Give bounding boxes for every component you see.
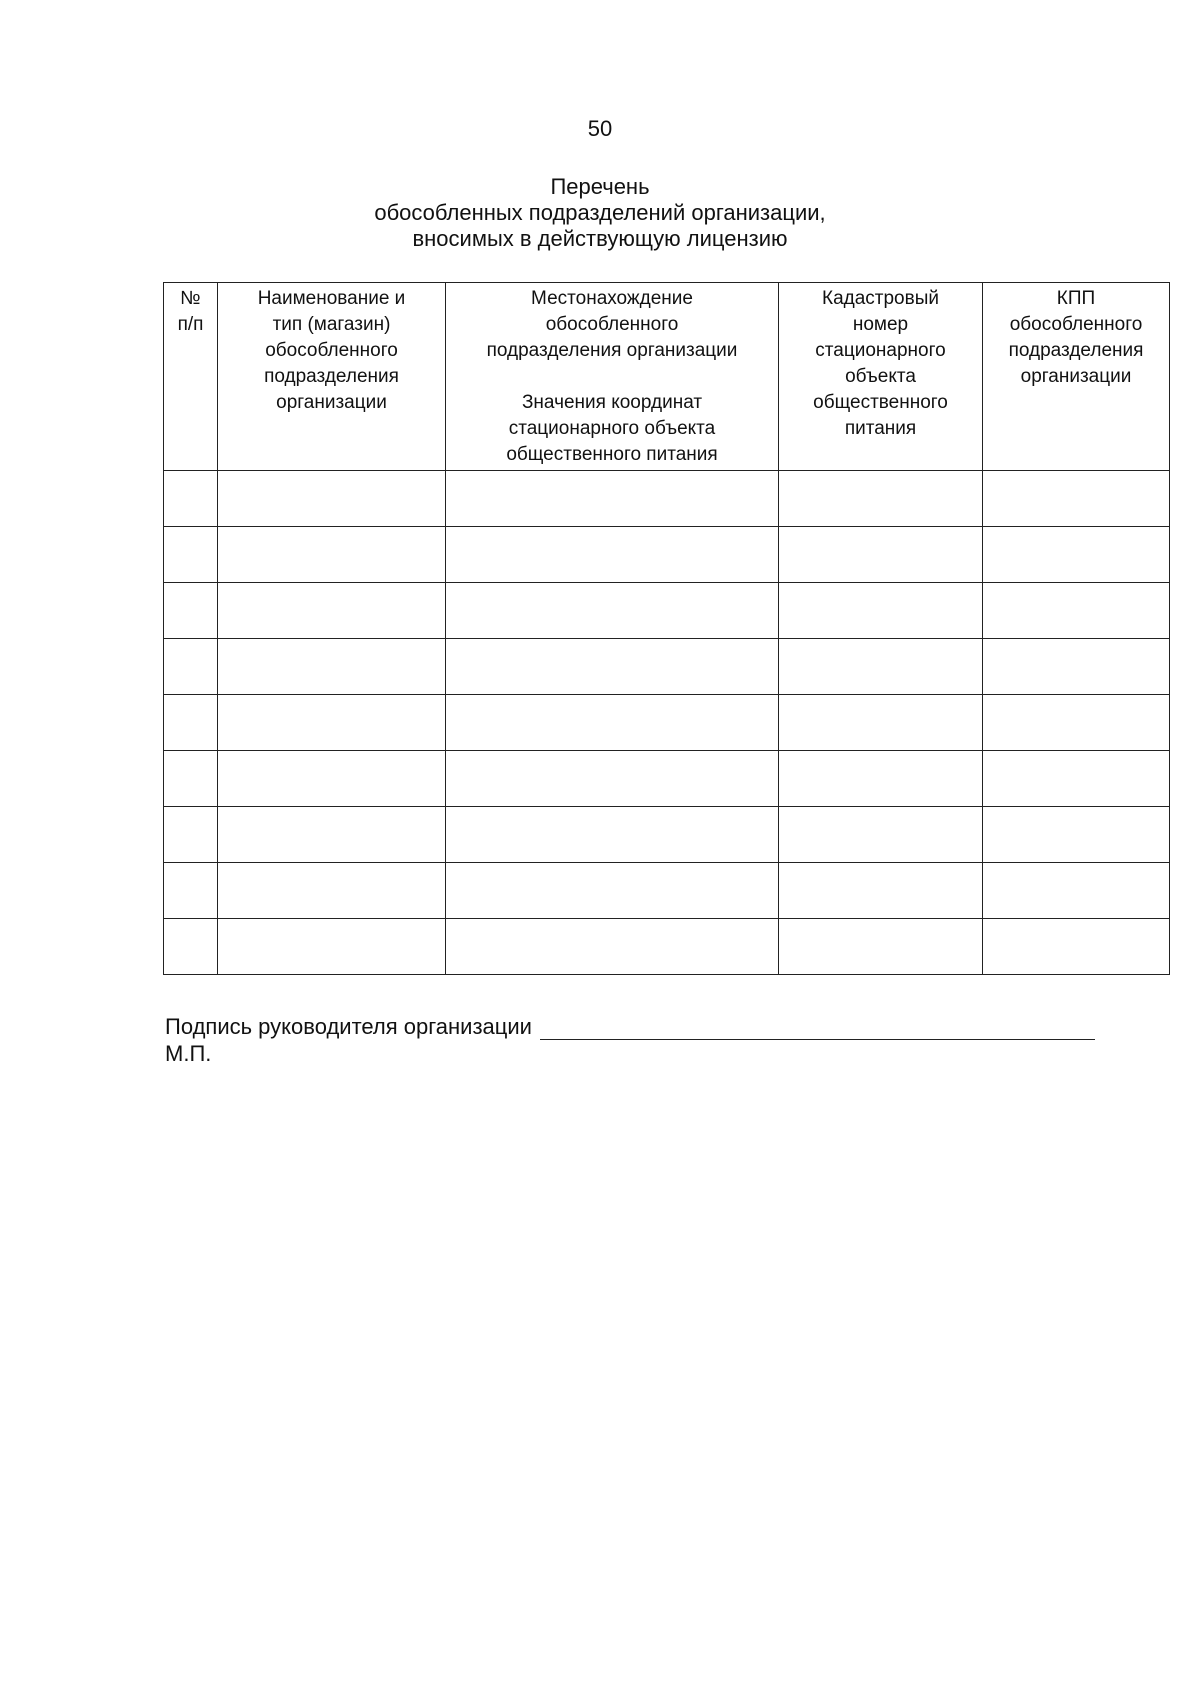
table-cell[interactable] <box>779 583 983 639</box>
table-cell[interactable] <box>446 527 779 583</box>
table-cell[interactable] <box>164 919 218 975</box>
table-cell[interactable] <box>164 751 218 807</box>
header-text: подразделения <box>1008 340 1144 361</box>
table-cell[interactable] <box>983 695 1170 751</box>
table-cell[interactable] <box>218 863 446 919</box>
table-header-row <box>164 283 1170 471</box>
header-text: организации <box>276 392 387 413</box>
signature-line[interactable] <box>540 1019 1095 1040</box>
header-text: общественного питания <box>506 444 718 465</box>
table-cell[interactable] <box>164 807 218 863</box>
stamp-label: М.П. <box>165 1041 212 1066</box>
page-number: 50 <box>587 116 613 141</box>
table-cell[interactable] <box>983 807 1170 863</box>
header-text: п/п <box>177 314 204 335</box>
table-cell[interactable] <box>779 639 983 695</box>
title-line-3: вносимых в действующую лицензию <box>412 226 788 251</box>
table-row <box>164 751 1170 807</box>
table-row <box>164 471 1170 527</box>
table-row <box>164 583 1170 639</box>
table-cell[interactable] <box>779 695 983 751</box>
header-cell-location <box>446 283 779 471</box>
table-cell[interactable] <box>164 695 218 751</box>
table-cell[interactable] <box>779 471 983 527</box>
header-text: обособленного <box>1009 314 1143 335</box>
header-text: стационарного объекта <box>508 418 716 439</box>
table-cell[interactable] <box>218 695 446 751</box>
header-text: обособленного <box>265 340 398 361</box>
header-text: подразделения организации <box>486 340 738 361</box>
table-cell[interactable] <box>218 919 446 975</box>
table-cell[interactable] <box>164 863 218 919</box>
header-text: Кадастровый <box>822 288 939 309</box>
header-text: подразделения <box>264 366 399 387</box>
header-text: питания <box>844 418 917 439</box>
table-cell[interactable] <box>446 807 779 863</box>
table-cell[interactable] <box>779 527 983 583</box>
table-cell[interactable] <box>779 807 983 863</box>
header-cell-number <box>164 283 218 471</box>
table-row <box>164 807 1170 863</box>
header-cell-cadastral-number <box>779 283 983 471</box>
signature-row <box>165 1013 1095 1040</box>
header-cell-name-type <box>218 283 446 471</box>
table-cell[interactable] <box>446 471 779 527</box>
table-cell[interactable] <box>983 863 1170 919</box>
header-text: номер <box>852 314 909 335</box>
title-line-2: обособленных подразделений организации, <box>374 200 826 225</box>
table-cell[interactable] <box>779 863 983 919</box>
table-cell[interactable] <box>218 639 446 695</box>
header-text: Наименование и <box>257 288 406 309</box>
table-cell[interactable] <box>446 583 779 639</box>
header-text: объекта <box>845 366 916 387</box>
table-cell[interactable] <box>218 807 446 863</box>
header-cell-kpp <box>983 283 1170 471</box>
table-cell[interactable] <box>164 527 218 583</box>
table-cell[interactable] <box>779 751 983 807</box>
table-cell[interactable] <box>164 583 218 639</box>
table-cell[interactable] <box>164 639 218 695</box>
document-title <box>0 174 1200 252</box>
header-text: Местонахождение <box>531 288 693 309</box>
table-cell[interactable] <box>218 583 446 639</box>
table-cell[interactable] <box>983 471 1170 527</box>
title-line-1: Перечень <box>550 174 650 199</box>
header-text: Значения координат <box>521 392 703 413</box>
header-text: организации <box>1020 366 1132 387</box>
table-cell[interactable] <box>218 471 446 527</box>
table-cell[interactable] <box>446 751 779 807</box>
table-row <box>164 919 1170 975</box>
table-row <box>164 863 1170 919</box>
header-text: общественного <box>813 392 948 413</box>
table-body <box>164 471 1170 975</box>
table-cell[interactable] <box>218 751 446 807</box>
table-row <box>164 639 1170 695</box>
header-gap <box>450 364 774 390</box>
table-cell[interactable] <box>446 863 779 919</box>
table-cell[interactable] <box>983 919 1170 975</box>
header-text: № <box>180 288 201 309</box>
header-text: КПП <box>1056 288 1096 309</box>
subdivisions-table <box>163 282 1170 975</box>
table-cell[interactable] <box>446 919 779 975</box>
header-text: обособленного <box>545 314 679 335</box>
table-cell[interactable] <box>983 583 1170 639</box>
table-cell[interactable] <box>218 527 446 583</box>
table-cell[interactable] <box>164 471 218 527</box>
table-row <box>164 527 1170 583</box>
header-text: стационарного <box>815 340 946 361</box>
table-cell[interactable] <box>446 695 779 751</box>
signature-block <box>165 1013 1095 1067</box>
header-text: тип (магазин) <box>272 314 391 335</box>
table-cell[interactable] <box>779 919 983 975</box>
signature-label: Подпись руководителя организации <box>165 1014 532 1039</box>
table-cell[interactable] <box>983 527 1170 583</box>
table-cell[interactable] <box>983 751 1170 807</box>
table-row <box>164 695 1170 751</box>
table-cell[interactable] <box>446 639 779 695</box>
table-cell[interactable] <box>983 639 1170 695</box>
